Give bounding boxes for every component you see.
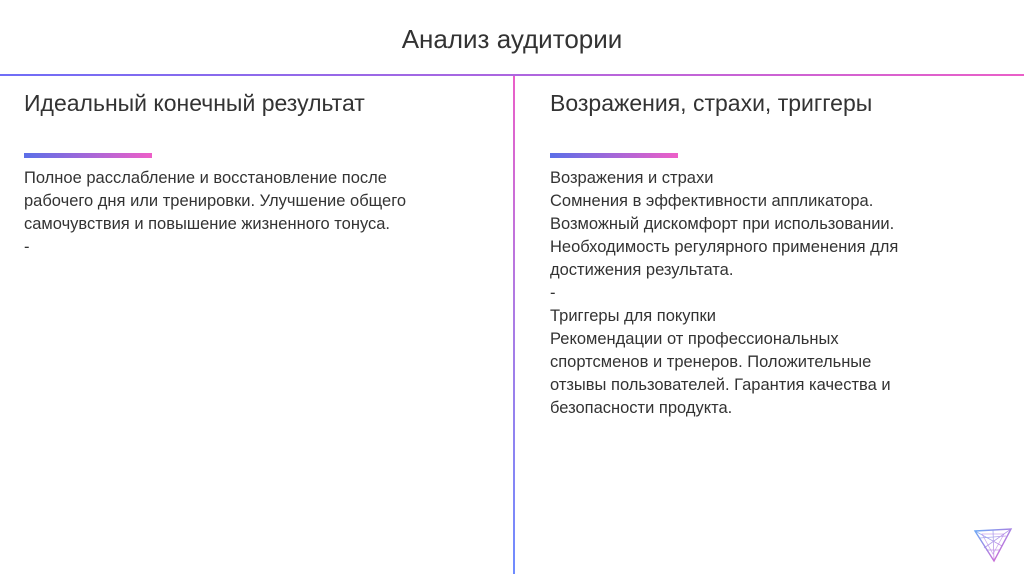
text-line: спортсменов и тренеров. Положительные — [550, 353, 872, 371]
accent-bar — [550, 153, 678, 158]
slide-title: Анализ аудитории — [401, 24, 623, 54]
ideal-result-column — [24, 88, 494, 259]
text-line: достижения результата. — [550, 261, 734, 279]
accent-bar — [24, 153, 152, 158]
text-line: Рекомендации от профессиональных — [550, 330, 839, 348]
column-divider — [513, 76, 515, 574]
text-line: Полное расслабление и восстановление после — [24, 169, 387, 187]
ideal-result-heading: Идеальный конечный результат — [24, 90, 365, 116]
ideal-result-text — [24, 167, 494, 259]
text-line: - — [550, 284, 556, 302]
objections-text — [550, 167, 1000, 420]
objections-heading: Возражения, страхи, триггеры — [550, 90, 873, 116]
text-line: Сомнения в эффективности аппликатора. — [550, 192, 874, 210]
text-line: Возражения и страхи — [550, 169, 714, 187]
text-line: отзывы пользователей. Гарантия качества и — [550, 376, 891, 394]
text-line: Триггеры для покупки — [550, 307, 716, 325]
triangle-mesh-logo-icon — [972, 526, 1014, 564]
text-line: самочувствия и повышение жизненного тонуса. — [24, 215, 391, 233]
text-line: рабочего дня или тренировки. Улучшение общего — [24, 192, 407, 210]
header-divider — [0, 74, 1024, 76]
text-line: Необходимость регулярного применения для — [550, 238, 899, 256]
text-line: Возможный дискомфорт при использовании. — [550, 215, 895, 233]
objections-column — [550, 88, 1000, 420]
text-line: безопасности продукта. — [550, 399, 733, 417]
text-line: - — [24, 238, 30, 256]
